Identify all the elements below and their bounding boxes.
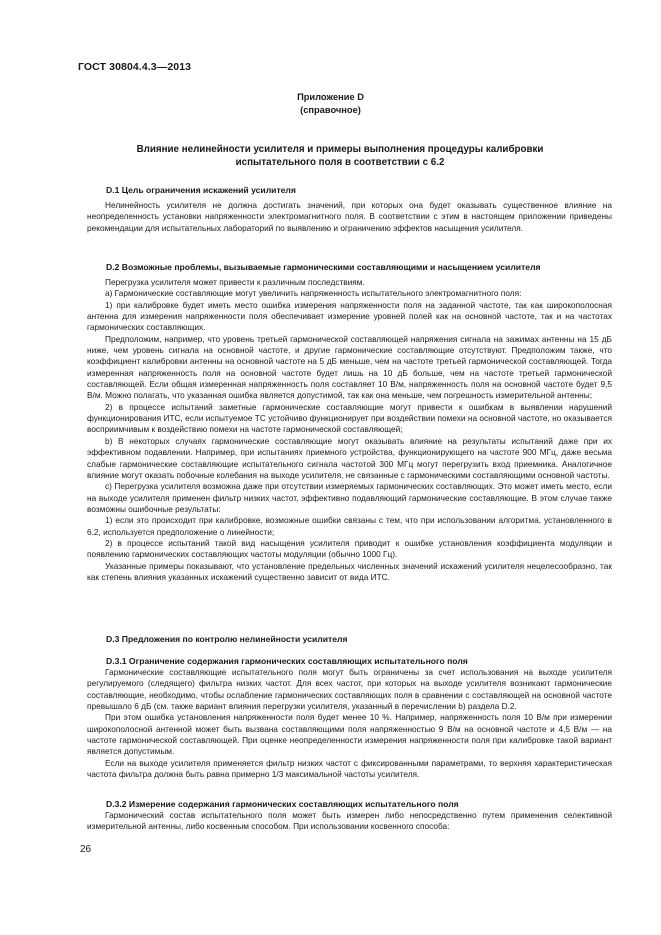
section-d32-body <box>87 810 612 833</box>
paragraph: Гармонический состав испытательного поля может быть измерен либо непосредственно путем применения селективной измерительной антенны, либо косвенным способом. При использовании косвенного способа: <box>87 810 612 832</box>
paragraph: Перегрузка усилителя может привести к различным последствиям. <box>105 277 365 287</box>
list-item-c1: 1) если это происходит при калибровке, возможные ошибки связаны с тем, что при использовании алгоритма, установленного в 6.2, используется предположение о линейности; <box>87 515 612 537</box>
paragraph: Нелинейность усилителя не должна достигать значений, при которых она будет оказывать существенное влияние на неопределенность установки напряженности электромагнитного поля. В соответствии с этим в настоящем приложении приведены рекомендации для испытательных лабораторий по выявлению и ограничению эффектов насыщения усилителя. <box>87 200 612 233</box>
paragraph: Если на выходе усилителя применяется фильтр низких частот с фиксированными параметрами, то верхняя характеристическая частота фильтра должна быть равна примерно 1/3 максимальной частоты усилителя. <box>87 757 612 780</box>
appendix-label <box>0 91 661 116</box>
standard-header: ГОСТ 30804.4.3—2013 <box>78 61 192 73</box>
document-title <box>100 143 580 169</box>
section-heading-d2: D.2 Возможные проблемы, вызываемые гармоническими составляющими и насыщением усилителя <box>106 262 541 272</box>
section-heading-d32: D.3.2 Измерение содержания гармонических составляющих испытательного поля <box>106 799 459 809</box>
list-item-c: с) Перегрузка усилителя возможна даже при отсутствии измеряемых гармонических составляющих. Это может иметь место, если на выходе усилителя применен фильтр низких частот, эффективно подавляющий гармонические составляющие. В этом случае также возможны ошибочные результаты: <box>87 481 612 514</box>
paragraph: Предположим, например, что уровень третьей гармонической составляющей напряжения сигнала на зажимах антенны на 15 дБ ниже, чем уровень сигнала на основной частоте, и другие гармонические составляющие отсутствуют. Предположим также, что коэффициент калибровки антенны на основной частоте на 5 дБ меньше, чем на частоте третьей гармонической составляющей. Тогда измеренная напряженность поля на основной частоте будет лишь на 10 дБ больше, чем на частоте третьей гармонической составляющей. Если общая измеренная напряженность поля составляет 10 В/м, напряженность поля на основной частоте будет 9,5 В/м. Можно полагать, что указанная ошибка является допустимой, так как она меньше, чем погрешность измерительной антенны; <box>87 333 612 401</box>
page-number: 26 <box>80 844 92 855</box>
section-heading-d1: D.1 Цель ограничения искажений усилителя <box>106 185 296 195</box>
section-heading-d3: D.3 Предложения по контролю нелинейности усилителя <box>106 634 348 644</box>
paragraph: Указанные примеры показывают, что установление предельных численных значений искажений усилителя нецелесообразно, так как степень влияния указанных искажений существенно зависит от вида ИТС. <box>87 560 612 582</box>
section-d31-body <box>87 667 612 780</box>
list-item-a: а) Гармонические составляющие могут увеличить напряженность испытательного электромагнитного поля: <box>105 288 522 299</box>
title-line-2: испытательного поля в соответствии с 6.2 <box>235 157 445 168</box>
paragraph: При этом ошибка установления напряженности поля будет менее 10 %. Например, напряженность поля 10 В/м при измерении широкополосной антенной может быть вызвана составляющими поля напряженностью 9 В/м на основной частоте и 4,5 В/м — на частоте гармонической составляющей. При оценке неопределенности измерения напряженности поля при калибровке такой вариант является допустимым. <box>87 712 612 757</box>
section-d2-body <box>87 277 612 583</box>
appendix-type: (справочное) <box>300 104 361 115</box>
list-item-a2: 2) в процессе испытаний заметные гармонические составляющие могут привести к ошибкам в выявлении нарушений функционирования ИТС, если испытуемое ТС устойчиво функционирует при воздействии помехи на основной частоте, но оказывается восприимчивым к воздействию помехи на частоте гармонической составляющей; <box>87 401 612 435</box>
list-item-a1: 1) при калибровке будет иметь место ошибка измерения напряженности поля на заданной частоте, так как широкополосная антенна для измерения напряженности поля обеспечивает измерение уровней полей как на основной частоте, так и на частотах гармонических составляющих. <box>87 299 612 333</box>
list-item-b: b) В некоторых случаях гармонические составляющие могут оказывать влияние на результаты испытаний даже при их эффективном подавлении. Например, при испытаниях приемного устройства, функционирующего на частоте 900 МГц, даже весьма слабые гармонические составляющие испытательного сигнала частотой 300 МГц могут перегрузить вход приемника. Аналогичное влияние могут оказать побочные колебания на выходе усилителя, не связанные с гармоническими составляющими основной частоты. <box>87 435 612 480</box>
section-heading-d31: D.3.1 Ограничение содержания гармонических составляющих испытательного поля <box>106 656 468 666</box>
title-line-1: Влияние нелинейности усилителя и примеры выполнения процедуры калибровки <box>136 144 544 155</box>
section-d1-body <box>87 200 612 234</box>
list-item-c2: 2) в процессе испытаний такой вид насыщения усилителя приводит к ошибке установления коэффициента модуляции и появлению гармонических составляющих частоты модуляции (обычно 1000 Гц). <box>87 537 612 560</box>
paragraph: Гармонические составляющие испытательного поля могут быть ограничены за счет использования на выходе усилителя регулируемого (следящего) фильтра низких частот. Для всех частот, при которых на выходе усилителя возникают гармонические составляющие, необходимо, чтобы ослабление гармонических составляющих поля в сравнении с составляющей на основной частоте превышало 6 дБ (см. также вариант влияния перегрузки усилителя, указанный в перечислении b) раздела D.2. <box>87 667 612 712</box>
appendix-name: Приложение D <box>297 92 364 102</box>
